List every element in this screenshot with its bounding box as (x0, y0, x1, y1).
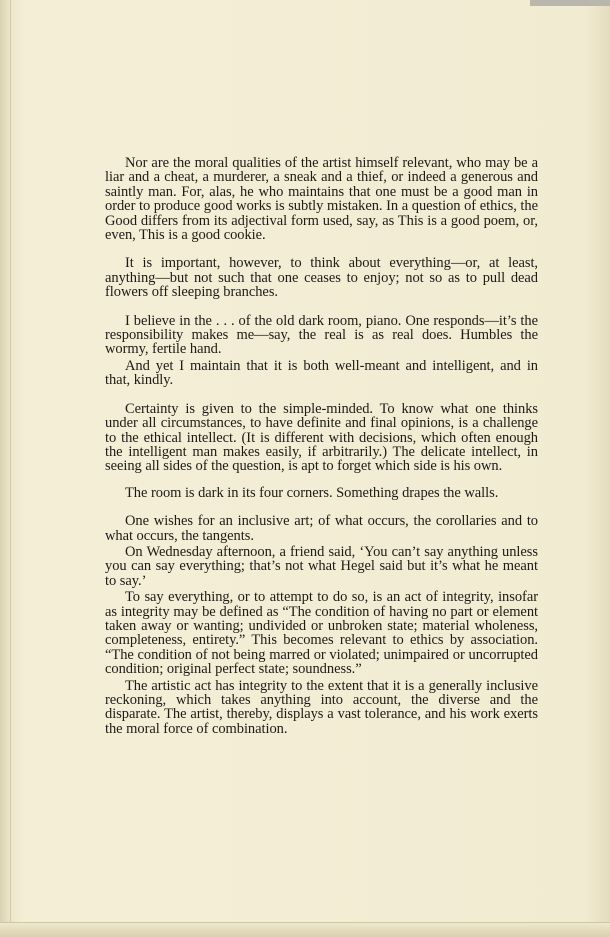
paragraph-4: And yet I maintain that it is both well-meant and intelligent, and in that, kindly. (105, 357, 538, 389)
paragraph-10: The artistic act has integrity to the extent that it is a generally inclusive reckoning, which takes anything into account, the diverse and the disparate. The artist, thereby, displays a vast tolerance, and his work exerts the moral force of combination. (105, 677, 538, 737)
paragraph-9: To say everything, or to attempt to do so, is an act of integrity, insofar as integrity may be defined as “The condition of having no part or element taken away or wanting; undivided or unbroken state; material wholeness, completeness, entirety.” This becomes relevant to ethics by association. “The condition of not being marred or violated; unimpaired or uncorrupted condition; original perfect state; soundness.” (105, 589, 538, 678)
page-edge-bottom (0, 922, 610, 937)
paragraph-7: One wishes for an inclusive art; of what occurs, the corollaries and to what occurs, the tangents. (105, 513, 538, 544)
body-text (105, 156, 538, 736)
paragraph-5: Certainty is given to the simple-minded. To know what one thinks under all circumstances, to have definite and final opinions, is a challenge to the ethical intellect. (It is different with decisions, which often enough the intelligent man makes easily, if arbitrarily.) The delicate intellect, in seeing all sides of the question, is apt to forget which side is his own. (105, 400, 538, 475)
paragraph-8: On Wednesday afternoon, a friend said, ‘You can’t say anything unless you can say everything; that’s not what Hegel said but it’s what he meant to say.’ (105, 543, 538, 589)
paragraph-6: The room is dark in its four corners. Something drapes the walls. (125, 484, 499, 501)
paragraph-1: Nor are the moral qualities of the artist himself relevant, who may be a liar and a cheat, a murderer, a sneak and a thief, or indeed a generous and saintly man. For, alas, he who maintains that one must be a good man in order to produce good works is subtly mistaken. In a question of ethics, the Good differs from its adjectival form used, say, as This is a good poem, or, even, This is a good cookie. (105, 155, 538, 244)
paragraph-2: It is important, however, to think about everything—or, at least, anything—but not such that one ceases to enjoy; not so as to pull dead flowers off sleeping branches. (105, 255, 538, 301)
page-edge-top (530, 0, 610, 6)
page-edge-left (0, 0, 11, 937)
paragraph-3: I believe in the . . . of the old dark room, piano. One responds—it’s the responsibility makes me—say, the real is as real does. Humbles the wormy, fertile hand. (105, 312, 538, 358)
